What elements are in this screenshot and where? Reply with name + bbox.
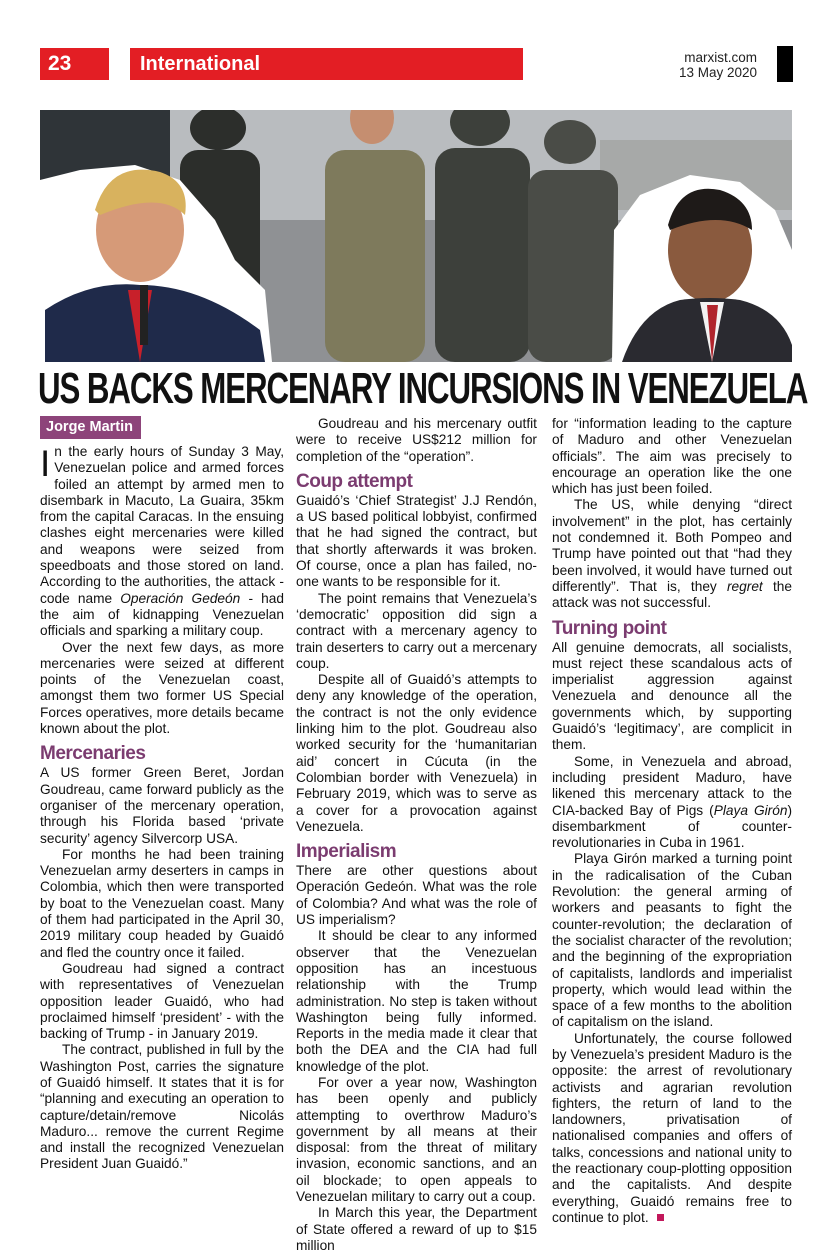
subheading-coup-attempt: Coup attempt [296, 470, 413, 492]
paragraph: There are other questions about Operación Gedeón. What was the role of Colombia? And what was the role of US imperialism? [296, 863, 537, 928]
drop-cap: I [40, 443, 51, 484]
issue-date: 13 May 2020 [678, 65, 757, 80]
paragraph: For months he had been training Venezuelan army deserters in camps in Colombia, which then were transported by boat to the Venezuelan coast. Many of them had participated in the April 30, 2019 military coup headed by Guaidó and fled the country once it failed. [40, 846, 284, 960]
paragraph: for “information leading to the capture of Maduro and other Venezuelan officials”. The aim was precisely to encourage an operation like the one which has just been foiled. [552, 416, 792, 497]
paragraph: All genuine democrats, all socialists, must reject these scandalous acts of imperialist aggression against Venezuela and denounce all the governments which, by supporting Guaidó’s ‘legitimacy’, are complicit in them. [552, 639, 792, 753]
paragraph: In March this year, the Department of State offered a reward of up to $15 million [296, 1205, 537, 1253]
subheading-turning-point: Turning point [552, 617, 667, 639]
paragraph: Over the next few days, as more mercenaries were seized at different points of the Venezuelan coast, amongst them two former US Special Forces operatives, more details became known about the plot. [40, 639, 284, 737]
subheading-imperialism: Imperialism [296, 841, 397, 863]
right-portrait-cutout [612, 175, 792, 362]
column-3 [552, 416, 792, 1226]
paragraph: It should be clear to any informed observer that the Venezuelan opposition has an incestuous relationship with the Trump administration. No step is taken without Washington being fully informed. Reports in the media made it clear that both the DEA and the CIA had full knowledge of the plot. [296, 928, 537, 1074]
paragraph: Unfortunately, the course followed by Venezuela’s president Maduro is the opposite: the arrest of revolutionary activists and agrarian revolution fighters, the return of land to the landowners, privatisation of nationalised companies and offers of talks, concessions and national unity to the reactionary coup-plotting opposition and the capitalists. And despite everything, Guaidó remains free to continue to plot. [552, 1030, 792, 1225]
article-headline: US BACKS MERCENARY INCURSIONS IN VENEZUELA [38, 364, 808, 413]
paragraph: Playa Girón marked a turning point in the radicalisation of the Cuban Revolution: the general arming of workers and peasants to fight the counter-revolution; the declaration of the socialist character of the revolution; and the beginning of the expropriation of capitalists, landlords and imperialist property, which would lead within the space of a few months to the abolition of capitalism on the island. [552, 851, 792, 1030]
subheading-mercenaries: Mercenaries [40, 743, 146, 765]
paragraph: For over a year now, Washington has been openly and publicly attempting to overthrow Maduro’s government by all means at their disposal: from the threat of military invasion, economic sanctions, and an oil blockade; to open appeals to Venezuelan military to carry out a coup. [296, 1074, 537, 1205]
paragraph: In the early hours of Sunday 3 May, Venezuelan police and armed forces foiled an attempt by armed men to disembark in Macuto, La Guaira, 35km from the capital Caracas. In the ensuing clashes eight mercenaries were killed and weapons were seized from speedboats and those stored on land. According to the authorities, the attack - code name Operación Gedeón - had the aim of kidnapping Venezuelan officials and sparking a military coup. [40, 443, 284, 639]
paragraph: Guaidó’s ‘Chief Strategist’ J.J Rendón, a US based political lobbyist, confirmed that he had signed the contract, but that shortly afterwards it was broken. Of course, once a plan has failed, no-one wants to be responsible for it. [296, 492, 537, 590]
paragraph: The point remains that Venezuela’s ‘democratic’ opposition did sign a contract with a mercenary agency to train deserters to carry out a mercenary coup. [296, 590, 537, 671]
paragraph: Goudreau had signed a contract with representatives of Venezuelan opposition leader Guaidó, who had proclaimed himself ‘president’ - with the backing of Trump - in January 2019. [40, 960, 284, 1042]
paragraph: Goudreau and his mercenary outfit were to receive US$212 million for completion of the “operation”. [296, 416, 537, 464]
lead-photo [40, 110, 792, 362]
author-byline: Jorge Martin [40, 416, 141, 439]
site-name: marxist.com [684, 50, 757, 65]
paragraph: A US former Green Beret, Jordan Goudreau, came forward publicly as the organiser of the mercenary operation, through his Florida based ‘private security’ agency Silvercorp USA. [40, 765, 284, 846]
paragraph: Despite all of Guaidó’s attempts to deny any knowledge of the operation, the contract is not the only evidence linking him to the plot. Goudreau also worked security for the ‘humanitarian aid’ concert in Cúcuta (in the Colombian border with Venezuela) in February 2019, which was to serve as a cover for a provocation against Venezuela. [296, 672, 537, 834]
paragraph: Some, in Venezuela and abroad, including president Maduro, have likened this mercenary attack to the CIA-backed Bay of Pigs (Playa Girón) disembarkment of counter-revolutionaries in Cuba in 1961. [552, 753, 792, 851]
paragraph: The US, while denying “direct involvement” in the plot, has certainly not condemned it. Both Pompeo and Trump have pointed out that “had they been involved, it would have turned out differently”. That is, they regret the attack was not successful. [552, 497, 792, 611]
end-of-article-mark [657, 1214, 664, 1221]
page-number: 23 [40, 48, 109, 80]
column-1 [40, 444, 284, 1173]
paragraph: The contract, published in full by the Washington Post, carries the signature of Guaidó himself. It states that it is for “planning and executing an operation to capture/detain/remove Nicolás Maduro... remove the current Regime and install the recognized Venezuelan President Juan Guaidó.” [40, 1042, 284, 1172]
corner-block [777, 46, 793, 82]
column-2 [296, 416, 537, 1254]
masthead-meta [640, 50, 757, 80]
section-label: International [130, 48, 523, 80]
